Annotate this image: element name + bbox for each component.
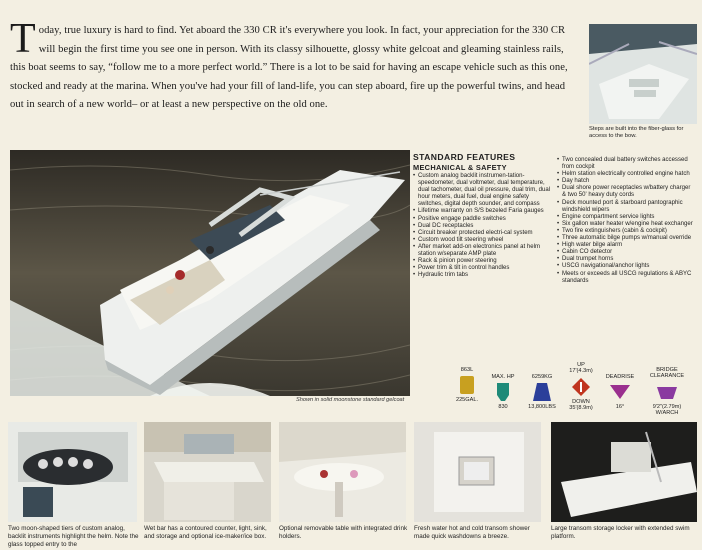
feature-item: • Three automatic bilge pumps w/manual override (557, 235, 695, 242)
feature-item: • Power trim & tilt in control handles (413, 265, 551, 272)
feature-item: • High water bilge alarm (557, 242, 695, 249)
feature-item: • Dual DC receptacles (413, 223, 551, 230)
hull-icon (608, 381, 632, 403)
bridge-value: 9'2"(2.79m) (652, 403, 682, 410)
features-left-column (413, 173, 551, 285)
weight-lbs: 13,800LBS (528, 404, 556, 411)
feature-item: • Custom analog backlit instrumen-tation-speedometer, dual voltmeter, dual temperature, dual tachometer, dual oil pressure, dual trim, dual hour meters, dual fuel, dual engine safety switches, digital depth sounder, and compass (413, 173, 551, 208)
deadrise-value: 16° (615, 404, 625, 411)
fuel-liters: 863L (460, 367, 474, 373)
hero-caption: Shown in solid moonstone standard gelcoat (296, 397, 405, 403)
bridge-spec (642, 367, 692, 417)
draft-down-label: DOWN (572, 398, 590, 405)
feature-item: • Lifetime warranty on S/S bezeled Faria gauges (413, 208, 551, 215)
bridge-label: BRIDGE CLEARANCE (649, 367, 685, 380)
hero-boat-photo (10, 150, 410, 396)
storage-locker-photo (551, 422, 697, 522)
deadrise-label: DEADRISE (605, 374, 635, 380)
feature-item: • Custom wood tilt steering wheel (413, 237, 551, 244)
fuel-spec (452, 367, 482, 404)
deadrise-spec (602, 374, 638, 411)
feature-item: • USCG navigational/anchor lights (557, 263, 695, 270)
draft-spec (564, 362, 598, 412)
feature-item: • Two fire extinguishers (cabin & cockpit) (557, 228, 695, 235)
bridge-note: W/ARCH (655, 410, 679, 417)
feature-item: • Dual trumpet horns (557, 256, 695, 263)
feature-item: • Positive engage paddle switches (413, 216, 551, 223)
feature-item: • Day hatch (557, 178, 695, 185)
weight-spec (524, 374, 560, 411)
feature-item: • Deck mounted port & starboard pantographic windshield wipers (557, 200, 695, 214)
feature-item: • Cabin CO detector (557, 249, 695, 256)
weight-kg: 6259KG (531, 374, 553, 380)
wet-bar-caption: Wet bar has a contoured counter, light, sink, and storage and optional ice-maker/ice box. (144, 525, 267, 541)
draft-icon (570, 376, 592, 398)
feature-item: • Circuit breaker protected electri-cal system (413, 230, 551, 237)
hp-label: MAX. HP (491, 374, 515, 380)
feature-item: • Helm station electrically controlled engine hatch (557, 171, 695, 178)
wet-bar-photo (144, 422, 271, 522)
hp-value: 830 (498, 404, 508, 411)
weight-icon (531, 381, 553, 403)
feature-item: • Dual shore power receptacles w/battery charger & two 50' heavy duty cords (557, 185, 695, 199)
features-right-column (557, 157, 695, 285)
draft-up-label: UP (577, 362, 585, 368)
feature-item: • Engine compartment service lights (557, 214, 695, 221)
hp-spec (488, 374, 518, 411)
bow-steps-photo (589, 24, 697, 124)
feature-item: • Six gallon water heater w/engine heat exchanger (557, 221, 695, 228)
bow-steps-caption: Steps are built into the fiber-glass for access to the bow. (589, 126, 684, 139)
engine-icon (493, 381, 513, 403)
helm-caption: Two moon-shaped tiers of custom analog, backlit instruments highlight the helm. Note the glass topped entry to the (8, 525, 139, 549)
shower-photo (414, 422, 541, 522)
intro-paragraph (10, 16, 575, 115)
feature-item: • Two concealed dual battery switches accessed from cockpit (557, 157, 695, 171)
drop-cap: T (10, 16, 36, 62)
table-caption: Optional removable table with integrated drink holders. (279, 525, 408, 541)
features-subtitle: MECHANICAL & SAFETY (413, 163, 507, 172)
shower-caption: Fresh water hot and cold transom shower made quick washdowns a breeze. (414, 525, 530, 541)
standard-features (413, 152, 698, 285)
intro-text: oday, true luxury is hard to find. Yet aboard the 330 CR it's everywhere you look. In fact, your appreciation for the 330 CR will begin the first time you see one in person. With its classy silhouette, glossy white gelcoat and gleaming stainless rails, this boat seems to say, “follow me to a more perfect world.” There is a lot to be said for having an escape vehicle such as this one, stocked and ready at the marina. When you've had your fill of land-life, you can step aboard, fire up the powerful twins, and head out in search of a new world– or at least a new perspective on the old one. (10, 25, 568, 111)
features-title: STANDARD FEATURES (413, 152, 516, 162)
fuel-tank-icon (458, 374, 476, 396)
feature-item: • Hydraulic trim tabs (413, 272, 551, 279)
table-photo (279, 422, 406, 522)
feature-item: • Meets or exceeds all USCG regulations & ABYC standards (557, 271, 695, 285)
storage-locker-caption: Large transom storage locker with extended swim platform. (551, 525, 690, 541)
feature-item: • Rack & pinion power steering (413, 258, 551, 265)
bridge-icon (655, 381, 679, 403)
draft-down-value: 35'(8.9m) (569, 405, 593, 412)
draft-up-value: 17'(4.3m) (569, 368, 593, 375)
helm-photo (8, 422, 137, 522)
fuel-gallons: 225GAL. (455, 397, 479, 404)
feature-item: • After market add-on electronics panel at helm station w/separate AMP plate (413, 244, 551, 258)
